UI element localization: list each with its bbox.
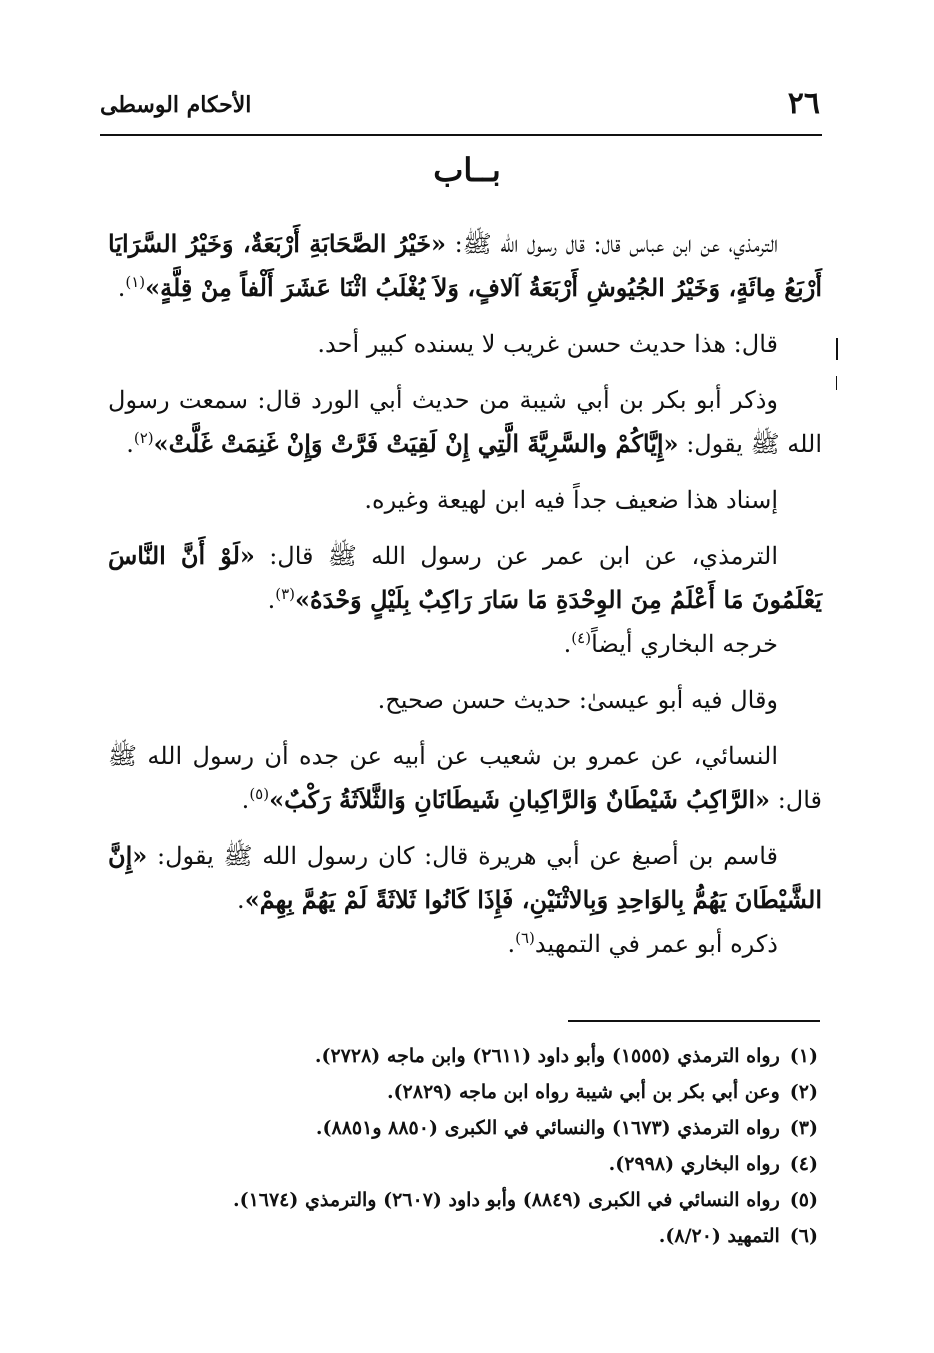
paragraph (108, 378, 822, 466)
footnote-ref: (٥) (249, 785, 270, 803)
paragraph-intro: الترمذي، عن ابن عباس قال: قال رسول الله ﷺ: (454, 230, 778, 258)
hadith-text: «لَوْ أَنَّ النَّاسَ يَعْلَمُونَ مَا أَعْلَمُ مِنَ الوِحْدَةِ مَا سَارَ رَاكِبٌ بِلَيْلٍ وَحْدَهُ» (108, 541, 822, 614)
footnote-ref: (١) (125, 273, 146, 291)
footnote-ref: (٤) (571, 629, 592, 647)
paragraph (108, 922, 822, 966)
footnotes (200, 1038, 818, 1254)
paragraph (108, 322, 822, 366)
margin-mark (836, 338, 838, 360)
paragraph-end: . (507, 930, 516, 958)
footnote-text: وعن أبي بكر بن أبي شيبة رواه ابن ماجه (٢٨٢٩). (386, 1081, 780, 1103)
paragraph-end: . (267, 586, 276, 614)
paragraph-intro: النسائي، عن عمرو بن شعيب عن أبيه عن جده أن رسول الله ﷺ قال: (108, 742, 822, 814)
paragraph (108, 478, 822, 522)
hadith-text: «خَيْرُ الصَّحَابَةِ أَرْبَعَةٌ، وَخَيْرُ السَّرَايَا أَرْبَعُ مِائَةٍ، وَخَيْرُ الجُيُوشِ أَرْبَعَةُ آلافٍ، وَلاَ يُغْلَبُ اثْنَا عَشَرَ أَلْفاً مِنْ قِلَّةٍ» (108, 229, 822, 302)
paragraph (108, 678, 822, 722)
footnote-ref: (٢) (133, 429, 154, 447)
footnote-text: رواه الترمذي (١٦٧٣) والنسائي في الكبرى (٨٨٥٠ و٨٨٥١). (315, 1117, 780, 1139)
paragraph-intro: وذكر أبو بكر بن أبي شيبة من حديث أبي الورد قال: سمعت رسول الله ﷺ يقول: (108, 386, 822, 458)
header-rule (100, 134, 822, 136)
footnote-number: (٤) (789, 1153, 818, 1175)
footnote-text: رواه الترمذي (١٥٥٥) وأبو داود (٢٦١١) وابن ماجه (٢٧٢٨). (314, 1045, 780, 1067)
paragraph-text: ذكره أبو عمر في التمهيد (534, 930, 778, 958)
footnote (200, 1074, 818, 1110)
paragraph-end: . (237, 886, 245, 914)
paragraph (108, 222, 822, 310)
paragraph-intro: الترمذي، عن ابن عمر عن رسول الله ﷺ قال: (269, 542, 778, 570)
hadith-text: «الرَّاكِبُ شَيْطَانٌ وَالرَّاكِبانِ شَيطَانَانِ وَالثَّلاَثَةُ رَكْبٌ» (269, 785, 771, 814)
footnote-ref: (٣) (275, 585, 296, 603)
paragraph (108, 534, 822, 622)
footnote-number: (١) (789, 1045, 818, 1067)
hadith-text: «إِنَّ الشَّيْطَانَ يَهُمُّ بِالوَاحِدِ وَبِالاثْنَيْنِ، فَإِذَا كَانُوا ثَلاثَةً لَمْ يَهُمَّ بِهِمْ» (108, 841, 822, 914)
footnote-number: (٣) (789, 1117, 818, 1139)
paragraph-text: وقال فيه أبو عيسىٰ: حديث حسن صحيح. (377, 686, 778, 714)
footnote-text: رواه النسائي في الكبرى (٨٨٤٩) وأبو داود (٢٦٠٧) والترمذي (١٦٧٤). (232, 1189, 780, 1211)
paragraph-text: قال: هذا حديث حسن غريب لا يسنده كبير أحد. (317, 330, 778, 358)
paragraph (108, 622, 822, 666)
footnote (200, 1182, 818, 1218)
footnote-number: (٦) (789, 1225, 818, 1247)
running-title: الأحكام الوسطى (100, 92, 252, 118)
page-header (100, 86, 820, 126)
footnote (200, 1110, 818, 1146)
footnote-number: (٥) (789, 1189, 818, 1211)
paragraph-intro: قاسم بن أصبغ عن أبي هريرة قال: كان رسول الله ﷺ يقول: (157, 842, 778, 870)
hadith-text: «إِيَّاكُمْ والسَّرِيَّةَ الَّتِي إِنْ لَقِيَتْ فَرَّتْ وَإِنْ غَنِمَتْ غَلَّتْ» (153, 429, 679, 458)
paragraph-end: . (117, 274, 126, 302)
footnote-text: التمهيد (٨/٢٠). (658, 1225, 780, 1247)
paragraph-end: . (126, 430, 134, 458)
footnote (200, 1146, 818, 1182)
footnote-ref: (٦) (515, 929, 535, 947)
footnote (200, 1218, 818, 1254)
footnote-text: رواه البخاري (٢٩٩٨). (608, 1153, 780, 1175)
page-number: ٢٦ (787, 86, 820, 121)
paragraph-text: خرجه البخاري أيضاً (591, 630, 778, 658)
paragraph-end: . (563, 630, 572, 658)
margin-mark (836, 376, 837, 390)
paragraph-end: . (241, 786, 250, 814)
paragraph (108, 734, 822, 822)
body-text (108, 222, 822, 978)
chapter-heading: بــاب (433, 151, 501, 189)
paragraph (108, 834, 822, 922)
footnote-number: (٢) (789, 1081, 818, 1103)
footnote (200, 1038, 818, 1074)
footnote-rule (568, 1020, 820, 1022)
paragraph-text: إسناد هذا ضعيف جداً فيه ابن لهيعة وغيره. (364, 486, 778, 514)
